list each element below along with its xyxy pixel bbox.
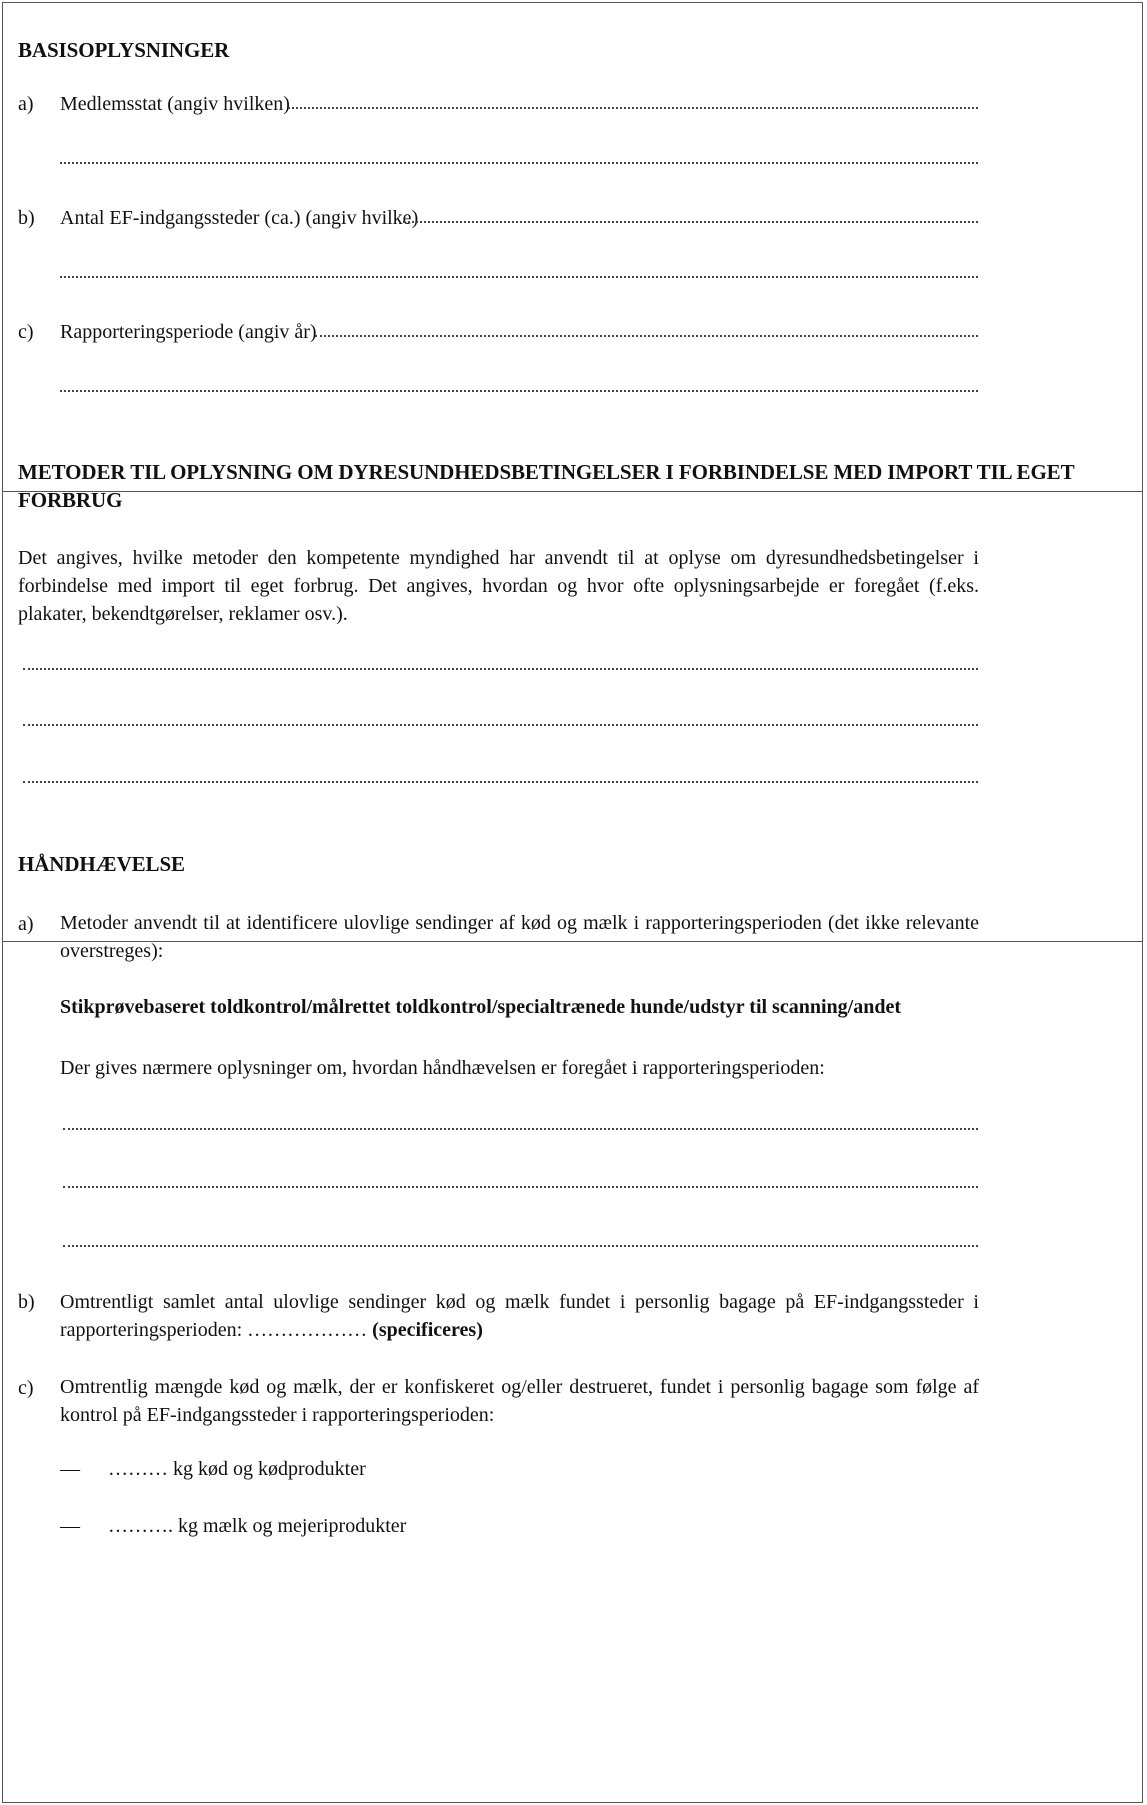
item-c-marker: c) [18,321,34,343]
methods-answer-line-1[interactable] [23,668,978,670]
milk-dash: — [60,1515,80,1537]
form-frame [2,2,1143,1803]
methods-heading-line2: FORBRUG [18,488,123,512]
reporting-period-label: Rapporteringsperiode (angiv år) [60,321,317,343]
basic-info-section [3,3,1142,492]
methods-answer-line-2[interactable] [23,724,978,726]
entry-points-field-line2[interactable] [60,276,978,278]
meat-quantity-row [60,1458,366,1481]
methods-answer-line-3[interactable] [23,781,978,783]
enforcement-options[interactable]: Stikprøvebaseret toldkontrol/målrettet toldkontrol/specialtrænede hunde/udstyr til scanning/andet [60,996,901,1018]
enforcement-details-line-2[interactable] [63,1186,978,1188]
milk-quantity-field[interactable]: ………. [108,1515,173,1537]
enforcement-heading: HÅNDHÆVELSE [18,852,185,876]
seizures-count-line2 [60,1319,483,1342]
entry-points-field[interactable] [403,221,978,223]
seizures-count-prefix: rapporteringsperioden: [60,1319,243,1341]
member-state-field-line2[interactable] [60,162,978,164]
meat-dash: — [60,1458,80,1480]
member-state-field[interactable] [288,107,978,109]
member-state-label: Medlemsstat (angiv hvilken) [60,93,290,115]
methods-description: Det angives, hvilke metoder den kompetente myndighed har anvendt til at oplyse om dyresundhedsbetingelser i forbindelse med import til eget forbrug. Det angives, hvordan og hvor ofte oplysningsarbejde er foregået (f.eks. plakater, bekendtgørelser, reklamer osv.). [18,547,979,625]
enforcement-item-a-marker: a) [18,913,34,935]
enforcement-methods-text: Metoder anvendt til at identificere ulovlige sendinger af kød og mælk i rapporteringsperioden (det ikke relevante overstreges): [60,912,979,962]
reporting-period-field[interactable] [315,335,978,337]
entry-points-label: Antal EF-indgangssteder (ca.) (angiv hvilke) [60,207,419,229]
enforcement-details-line-3[interactable] [63,1245,978,1247]
meat-quantity-label: kg kød og kødprodukter [173,1458,366,1480]
reporting-period-field-line2[interactable] [60,390,978,392]
meat-quantity-field[interactable]: ……… [108,1458,168,1480]
enforcement-details-line-1[interactable] [63,1128,978,1130]
enforcement-details-prompt: Der gives nærmere oplysninger om, hvordan håndhævelsen er foregået i rapporteringsperioden: [60,1057,825,1079]
seizures-count-suffix: (specificeres) [372,1319,483,1341]
methods-heading-line1: METODER TIL OPLYSNING OM DYRESUNDHEDSBETINGELSER I FORBINDELSE MED IMPORT TIL EGET [18,460,1075,484]
seized-quantity-text: Omtrentlig mængde kød og mælk, der er konfiskeret og/eller destrueret, fundet i personlig bagage som følge af kontrol på EF-indgangssteder i rapporteringsperioden: [60,1376,979,1426]
milk-quantity-row [60,1515,406,1538]
basic-info-heading: BASISOPLYSNINGER [18,38,230,62]
seizures-count-text-line1: Omtrentligt samlet antal ulovlige sendinger kød og mælk fundet i personlig bagage på EF-indgangssteder i [60,1291,979,1313]
milk-quantity-label: kg mælk og mejeriprodukter [178,1515,407,1537]
item-b-marker: b) [18,207,35,229]
enforcement-item-b-marker: b) [18,1291,35,1313]
seizures-count-field[interactable]: ……………… [247,1319,368,1341]
item-a-marker: a) [18,93,34,115]
enforcement-item-c-marker: c) [18,1377,34,1399]
